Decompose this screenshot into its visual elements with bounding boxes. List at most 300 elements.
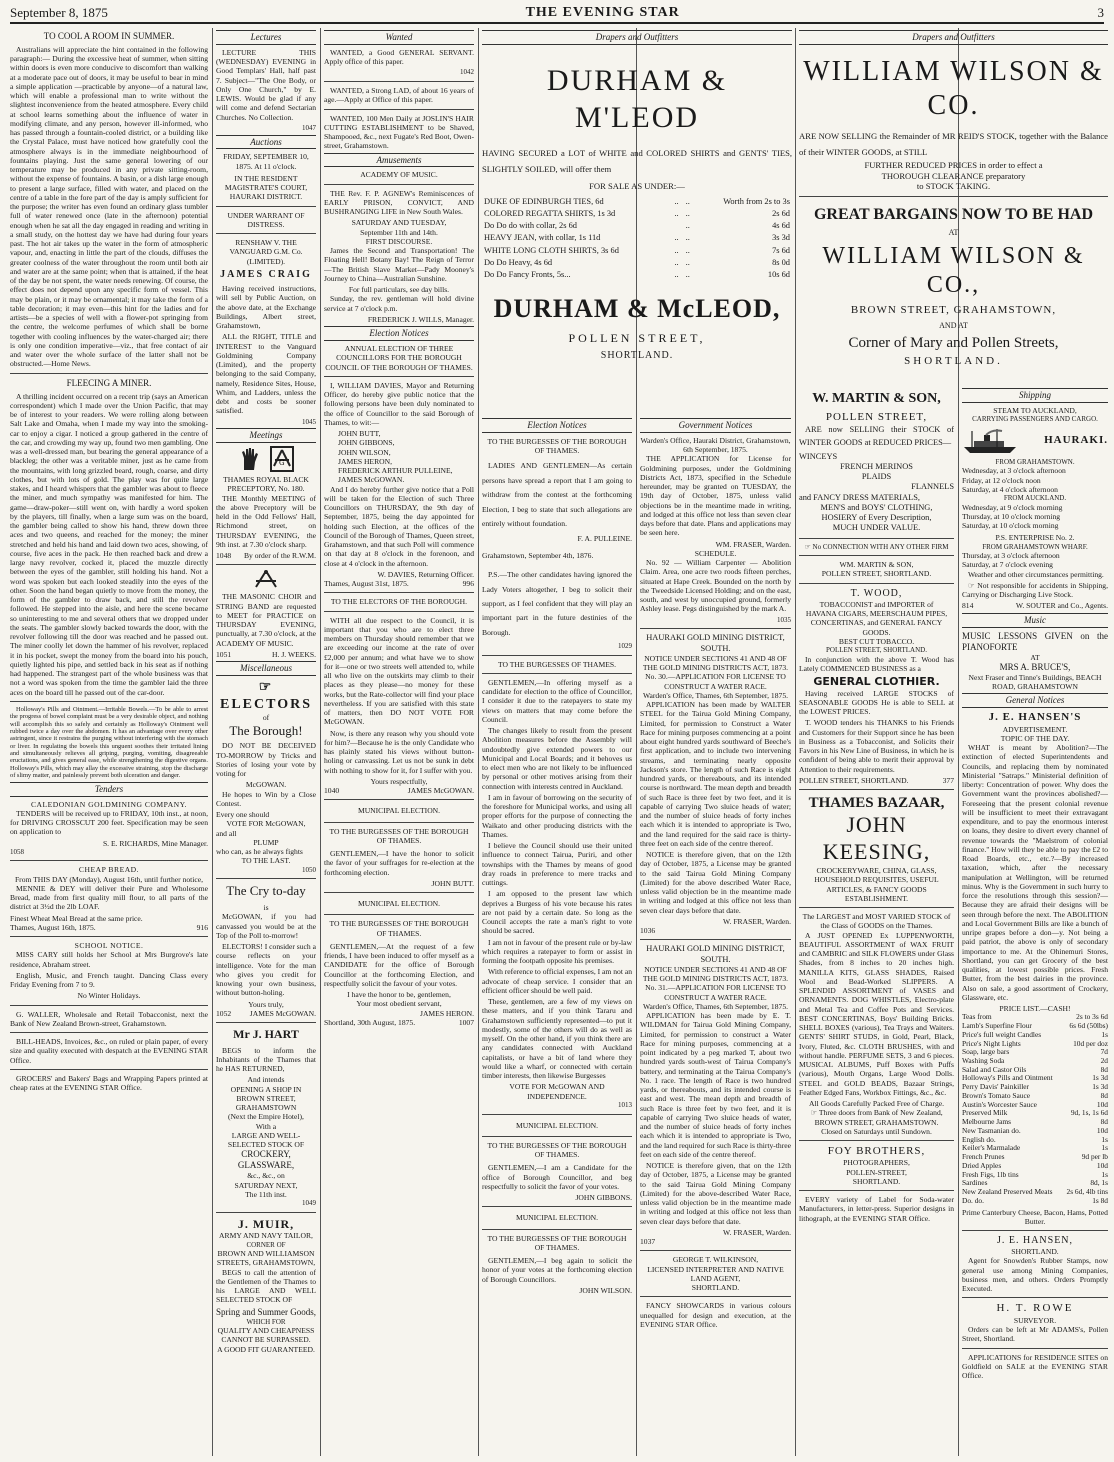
- ad-body: AT: [1030, 652, 1040, 662]
- ad-body: Spring and Summer Goods,: [216, 1306, 316, 1317]
- ad-body: Yours respectfully,: [370, 776, 428, 786]
- ad-signature: By order of the R.W.M.: [243, 551, 316, 561]
- ad-body: The 11th inst.: [245, 1189, 287, 1199]
- ad-date: Thames, August 16th, 1875.: [10, 922, 96, 932]
- ad-body: TO THE LAST.: [241, 856, 291, 866]
- section-heading: Shipping: [962, 388, 1108, 403]
- ad-headline: The Cry to-day: [226, 883, 306, 899]
- ad-body: BEGS to call the attention of the Gentlemen of the Thames to his LARGE AND WELL SELECTED STOCK OF: [216, 1267, 316, 1305]
- price-row: Soap, large bars 7d: [962, 1047, 1108, 1057]
- ad-title: CALEDONIAN GOLDMINING COMPANY.: [30, 799, 188, 809]
- ad-body: ☞ No CONNECTION WITH ANY OTHER FIRM: [804, 542, 949, 551]
- ad-body: P.S. ENTERPRISE No. 2.: [995, 533, 1075, 543]
- ad-body: Corner of Mary and Pollen Streets,: [848, 334, 1059, 351]
- candidate-list: [324, 429, 474, 485]
- ad-body: IN THE RESIDENT MAGISTRATE'S COURT, HAURAKI DISTRICT.: [224, 173, 308, 202]
- ad-body: FANCY SHOWCARDS in various colours unequalled for design and execution, at the EVENING STAR Office.: [640, 1301, 791, 1329]
- ad-body: GENTLEMEN,—I am a Candidate for the office of Borough Councillor, and beg respectfully to solicit the favor of your votes.: [482, 1163, 632, 1191]
- ad-headline: Mr J. HART: [233, 1027, 299, 1042]
- ad-signature: JOHN BUTT.: [431, 878, 474, 888]
- page-header: [10, 6, 1104, 24]
- ad-body: BEGS to inform the Inhabitants of the Thames that he HAS RETURNED,: [216, 1045, 316, 1074]
- ad-body: McGOWAN, if you had canvassed you would be at the Top of the Poll to-morrow!: [216, 912, 316, 940]
- ad-signature: W. DAVIES, Returning Officer.: [377, 569, 474, 579]
- column-rule: [478, 28, 479, 1456]
- ad-body: No. 92 — William Carpenter — Abolition Claim. Area, one acre two roods fifteen perches, situated at Hape Creek. Bounded on the north by the Tweedside Licensed Holding; and on the east, south, and west by unoccupied ground, formerly Ashley lease. Pegs distinguished by the mark A.: [640, 558, 791, 614]
- steamer-name: HAURAKI.: [1044, 434, 1108, 447]
- ad-body: Closed on Saturdays until Sundown.: [821, 1126, 932, 1136]
- ad-title: TO THE BURGESSES OF THE BOROUGH OF THAMES.: [487, 1140, 627, 1159]
- ad-body: SURVEYOR.: [1013, 1315, 1057, 1325]
- ad-body: VOTE FOR McGOWAN AND INDEPENDENCE.: [509, 1082, 605, 1101]
- ad-body: APPLICATION has been made by E. T. WILDMAN for Tairua Gold Mining Company, Limited, for permission to construct a Water Race for mining purposes, commencing at a point indicated by a peg marked T, about two hundred yards south-west of Tairua Company's battery, and terminating at the Tairua Company's No. 1 race. The length of Race is two hundred yards, or thereabouts, and its intended course is east and west. The mean depth and breadth of such Race is three feet by two feet, and it is capable of carrying Two sluice heads of water, and the number of sluice heads of forty inches each which it is intended to appropriate is Two, and the land required for such Race is thirty-three feet on each side of the centre thereof.: [640, 1011, 791, 1159]
- ad-headline: JOHN KEESING,: [822, 812, 931, 865]
- section-heading: Drapers and Outfitters: [799, 30, 1108, 45]
- ad-body: ADVERTISEMENT.: [1002, 724, 1068, 734]
- column-6: [799, 386, 954, 1456]
- ad-body: Every one should: [216, 810, 270, 820]
- ad-body: WITH all due respect to the Council, it is important that you who are to elect three members on Thursday should remember that we are exceeding our income at the rate of over £2,000 per annum; and what have we to show for it—one or two streets well attended to, while all who live on the outskirts may climb to their places as they please—no money for these works, but the Rate-collector will find your place nevertheless. If you are satisfied with this state of matters, then DO NOT VOTE FOR McGOWAN.: [324, 615, 474, 727]
- ad-body: POLLEN STREET,: [568, 331, 706, 346]
- ad-headline: WILLIAM WILSON & CO.,: [822, 242, 1085, 299]
- ad-signature: S. E. RICHARDS, Mine Manager.: [102, 838, 208, 848]
- article-title: FLEECING A MINER.: [66, 377, 152, 388]
- ad-body: NOTICE is therefore given, that on the 12th day of October, 1875, a License may be granted to the said Tairua Gold Mining Company (Limited) for the above described Water Race, unless valid objection be in the meantime made in writing and lodged at this office not less than seven clear days before that date.: [640, 850, 791, 915]
- table-row: DUKE OF EDINBURGH TIES, 6d .. .. Worth from 2s to 3s: [484, 196, 790, 206]
- price-row: Melbourne Jams 8d: [962, 1117, 1108, 1127]
- ad-body: SATURDAY AND TUESDAY,: [351, 218, 447, 228]
- william-wilson-ad: [799, 28, 1108, 383]
- ad-number: 1050: [302, 865, 316, 874]
- ad-body: to STOCK TAKING.: [916, 181, 991, 192]
- table-row: Do Do Heavy, 4s 6d .. .. 8s 0d: [484, 257, 790, 267]
- ad-title: ACADEMY OF MUSIC.: [360, 170, 438, 180]
- ad-body: POLLEN STREET, SHORTLAND.: [821, 569, 932, 579]
- price-row: New Zealand Preserved Meats 2s 6d, 4lb tins: [962, 1187, 1108, 1197]
- ad-title: SCHOOL NOTICE.: [74, 941, 144, 951]
- ad-body: He hopes to Win by a Close Contest.: [216, 789, 316, 808]
- ad-body: MUCH UNDER VALUE.: [832, 523, 921, 533]
- ad-headline: The Borough!: [229, 722, 303, 738]
- ad-body: Prime Canterbury Cheese, Bacon, Hams, Potted Butter.: [962, 1207, 1108, 1226]
- table-row: WHITE LONG CLOTH SHIRTS, 3s 6d .. .. 7s 6d: [484, 245, 790, 255]
- ad-number: 1037: [640, 1237, 656, 1246]
- ad-number: 814: [962, 601, 974, 611]
- price-row: French Prunes 9d per lb: [962, 1152, 1108, 1162]
- ad-number: 1052: [216, 1008, 232, 1018]
- section-heading: Government Notices: [640, 418, 791, 433]
- ad-body: From THIS DAY (Monday), August 16th, until further notice,: [14, 874, 204, 884]
- ad-body: GENTLEMEN,—At the request of a few friends, I have been induced to offer myself as a CANDIDATE for the office of Borough Councillor at the forthcoming Election, and respectfully solicit the favour of your votes.: [324, 941, 474, 988]
- ad-date: Grahamstown, September 4th, 1876.: [482, 550, 594, 560]
- ad-body: With reference to official expenses, I am not an advocate of cheap service. I consider that an efficient officer should be well paid.: [482, 967, 632, 995]
- ad-headline: FOY BROTHERS,: [827, 1145, 926, 1158]
- ad-number: 1013: [618, 1100, 632, 1109]
- ad-headline: DURHAM & M'LEOD: [546, 63, 728, 134]
- ad-body: With a: [255, 1121, 277, 1131]
- ad-title: GEORGE T. WILKINSON,: [672, 1255, 759, 1265]
- ad-body: Wednesday, at 9 o'clock morning Thursday, at 10 o'clock morning Saturday, at 10 o'clock morning: [962, 502, 1063, 531]
- table-row: HEAVY JEAN, with collar, 1s 11d .. .. 3s 3d: [484, 233, 790, 243]
- ad-title: NOTICE UNDER SECTIONS 41 AND 48 OF THE GOLD MINING DISTRICTS ACT, 1873.: [642, 653, 789, 672]
- ad-body: WINCEYS: [799, 451, 838, 461]
- ad-title: TO THE BURGESSES OF THE BOROUGH OF THAMES.: [329, 919, 469, 938]
- ad-number: 916: [196, 922, 208, 932]
- ad-body: UNDER WARRANT OF DISTRESS.: [227, 210, 305, 229]
- ad-body: QUALITY AND CHEAPNESS CANNOT BE SURPASSED.: [217, 1326, 315, 1345]
- ad-body: BROWN STREET, GRAHAMSTOWN,: [850, 304, 1057, 317]
- auctioneer-name: JAMES CRAIG: [220, 268, 312, 280]
- ad-body: FIRST DISCOURSE.: [365, 236, 433, 246]
- ad-body: GENTLEMEN,—I beg again to solicit the honor of your votes at the forthcoming election of Borough Councillors.: [482, 1256, 632, 1284]
- ad-number: 1035: [777, 615, 791, 624]
- ad-signature: W. FRASER, Warden.: [723, 916, 791, 926]
- ad-body: No Winter Holidays.: [77, 991, 141, 1001]
- ad-signature: FREDERICK J. WILLS, Manager.: [367, 314, 474, 324]
- price-row: Holloway's Pills and Ointment 1s 3d: [962, 1073, 1108, 1083]
- section-heading: Wanted: [324, 30, 474, 45]
- ad-body: POLLEN STREET,: [825, 411, 928, 424]
- table-row: COLORED REGATTA SHIRTS, 1s 3d .. .. 2s 6d: [484, 208, 790, 218]
- ad-title: MUNICIPAL ELECTION.: [357, 899, 441, 909]
- ad-body: Your most obedient servant,: [356, 999, 442, 1009]
- ad-title: ANNUAL ELECTION OF THREE COUNCILLORS FOR THE BOROUGH COUNCIL OF THE BOROUGH OF THAMES.: [325, 344, 473, 372]
- ad-body: I, WILLIAM DAVIES, Mayor and Returning Officer, do hereby give public notice that the following persons have been duly nominated to the office of Councillor to the said Borough of Thames, to wit:—: [324, 380, 474, 427]
- section-heading: Election Notices: [482, 418, 632, 433]
- ad-date: Thames, August 31st, 1875.: [324, 579, 409, 589]
- ad-title: NOTICE UNDER SECTIONS 41 AND 48 OF THE GOLD MINING DISTRICTS ACT, 1873.: [642, 964, 789, 983]
- ad-body: PHOTOGRAPHERS,: [843, 1158, 910, 1168]
- ad-body: POLLEN-STREET,: [846, 1167, 907, 1177]
- ad-signature: W. SOUTER and Co., Agents.: [1015, 601, 1108, 611]
- ad-body: MUSIC LESSONS GIVEN on the PIANOFORTE: [962, 630, 1108, 652]
- ad-body: AND AT: [939, 320, 968, 330]
- holloway-notice: Holloway's Pills and Ointment.—Irritable Bowels.—To be able to arrest the progress of bowel complaint must be a very desirable object, and nothing will accomplish this so safely and certainly as Holloway's Ointment well rubbed twice a day over the abdomen. It has an advantage over every other astringent, since it restrains the purging without interfering with the stomach or liver. In regulating the bowels this unguent soothes their irritated lining and simultaneously relieves all griping, purging, vomiting, disagreeable eructations, and gives general ease, while strengthening the digestive organs. Holloway's Pills, which may allay the excessive straining, stop the discharge of slimy matter, and painlessly prevent both ulceration and danger.: [10, 705, 208, 780]
- ad-body: P.S.—The other candidates having ignored the Lady Voters altogether, I beg to solicit their support, as I feel confident that they will play an important part in the future destinies of the Borough.: [482, 570, 632, 637]
- masthead: THE EVENING STAR: [525, 5, 680, 20]
- ad-signature: JOHN WILSON.: [579, 1285, 632, 1295]
- ad-body: MEN'S and BOYS' CLOTHING,: [820, 502, 933, 512]
- ad-body: THE Monthly MEETING of the above Preceptory will be held in the Odd Fellows' Hall, Richmond street, on THURSDAY EVENING, the 9th inst. at 7.30 o'clock sharp.: [216, 493, 316, 549]
- section-heading: Auctions: [216, 135, 316, 150]
- article-body: A thrilling incident occurred on a recent trip (says an American correspondent) which I made over the Union Pacific, that may be of interest to your readers. We were rolling along between Salt Lake and Omaha, when I made my way into the smoking-car to enjoy a cigar. I noticed a group gathered in the centre of the car, and crowding my way up, found two men gambling. One was a well-dressed man, but bearing the general appearance of a blackleg; the other was a veritable miner, just as he came from the mountains, with long grizzled beard, rough, coarse, and dirty clothes, but with lots of gold. The play was for quite large stakes, and I heard whispers that the gambler was about to fleece the miner, and much sympathy was manifested for him. The game—draw-poker—still went on, with hardly a word spoken by the players, till finally, when a large sum was on the board, the gambler being called to show his hand, threw down three aces and two queens, and reached for the money; the miner stretched and held his hand and laid down two aces, showing, of course, five aces in the pack. He then reached back and drew a large navy revolver, cocked it, placed the muzzle directly between the eyes of the gambler, still holding his hand. Not a word was spoken but each looked steadily into the eyes of the other. Soon the hand began quietly to move from the money, the form of the gambler to draw back, and still the revolver followed. He stepped into the aisle, and here the scene became so uninteresting to me and several others that we dropped under the seats. The gambler slowly backed towards the door, with the revolver following till the door was reached and he passed out. The miner coolly let down the hammer of his revolver, replaced it in his pocket, swept the money from the board into his pouch, quietly lighted his pipe, and settled back in his seat as if nothing had happened. The strangest part of the whole business was that not a word was spoken from the time the gambler laid the three aces on the board till he passed out of the car-door.: [10, 391, 208, 697]
- price-row: Sardines 8d, 1s: [962, 1178, 1108, 1188]
- ad-body: HAVANA CIGARS, MEERSCHAUM PIPES, CONCERTINAS, and GENERAL FANCY GOODS.: [805, 609, 948, 637]
- ad-title: TO THE BURGESSES OF THAMES.: [498, 659, 616, 669]
- ad-body: THOROUGH CLEARANCE preparatory: [881, 170, 1026, 181]
- article-title: TO COOL A ROOM IN SUMMER.: [43, 31, 175, 41]
- page-number: 3: [1097, 5, 1104, 20]
- ad-body: Warden's Office, Thames, 6th September, 1875.: [642, 1001, 789, 1011]
- ad-body: MENNIE & DEY will deliver their Pure and Wholesome Bread, made from first quality mill flour, to all parts of the district at 3½d the 2lb LOAF.: [10, 883, 208, 912]
- ad-body: FLANNELS: [911, 482, 954, 492]
- ad-body: POLLEN STREET, SHORTLAND.: [799, 775, 909, 785]
- article-body: Australians will appreciate the hint contained in the following paragraph:— During the excessive heat of summer, when sitting within doors is even more conducive to discomfort than walking at a moderate pace out of doors, it may be useful to bear in mind a simple application —practicable by anyone—of a natural law, which will enable a professional man to write without the slightest inconvenience from the heated atmosphere. Every child at school learns something about the influence of water in modifying climate, and any person, however ill-informed, who has passed through a fountain-cooled district, or a building like the Crystal Palace, must have noticed how gratefully cool the atmosphere always is in the immediate neighbourhood of fountains playing. Just the same general lowering of our temperature may be produced in any private sitting-room, without the expense of fountains. A basin, or a dish large enough to present a large surface, filled with water, and placed on the centre of a table in the fore part of the day is amply sufficient for the purpose; the writer has even found an ordinary glass tumbler full of water renewed once (late in the afternoon) potential enough when he sat all the day engaged in reading and writing in a small study, on the hottest day we have had during four years past. The hot air takes up the water in the form of atmospheric vapour, and, enacting in little the part of the clouds, diffuses the greater coolness of the water throughout the room until both air and water are at the same point; when that is attained, if the heat of the day be not spent, the water needs renewing. Of course, the effect does not depend upon any specific form of vessel. This may be plain, or it may be ornamental; it may take the form of a table decoration; it may even—this hint for the ladies and for artists—be a species of well with a flower-pot springing from the centre, the welcome perfumes of which shall be borne together with cooling influences by the water-charged air; there is only one condition imperative—viz., that free contact of air and water over the whole surface of the latter shall not be obstructed.—Home News.: [10, 44, 208, 369]
- price-row: Do. do. 1s 8d: [962, 1195, 1108, 1205]
- ad-number: 1058: [10, 847, 24, 856]
- ad-body: and all: [216, 828, 237, 838]
- ad-body: McGOWAN.: [245, 780, 287, 790]
- ad-body: SHORTLAND.: [691, 1283, 740, 1292]
- column-7: [962, 386, 1108, 1456]
- ad-body: A JUST OPENED Ex LUPPENWORTH, BEAUTIFUL ASSORTMENT of WAX FRUIT and CAMBRIC and SILK FLOWERS under Glass Shades, from 8 inches to 20 inches high. MANILLA KITS, GLASS SHADES, Raised Wool and Bead-Worked SLIPPERS. A SPLENDID ASSORTMENT of VASES and ORNAMENTS. DOG WHISTLES, Electro-plate and Metal Tea and Coffee Pots and Services. BEST CONCERTINAS, Boys' Building Bricks. SHELL BOXES (various), Tea Trays and Waiters. GENTS' SHIRT STUDS, in Gold, Pearl, Black, Ivory, Fluted, &c. CLOTH BRUSHES, with and without handle. PERFUME SETS, 3 and 6 pieces. MUSICAL ALBUMS, Puff Boxes with Puffs (various), Mouth Organs, Large Wood Dolls. STEEL and GOLD BEADS, Bazaar Strings, Feather Edged Fans, Workbox Fittings, &c., &c.: [799, 930, 954, 1097]
- ad-body: ELECTORS! I consider such a course reflects on your intelligence. Vote for the man who gives you credit for knowing your own business, without button-holing.: [216, 942, 316, 998]
- ad-body: BILL-HEADS, Invoices, &c., on ruled or plain paper, of every size and quality executed with despatch at the EVENING STAR Office.: [10, 1037, 208, 1065]
- ad-body: CROCKERY, GLASSWARE,: [237, 1149, 295, 1171]
- ad-body: The changes likely to result from the present Abolition measures before the Assembly will undoubtedly give extended powers to our Municipal and Local Boards; and it behoves us to elect men who are not likely to be influenced by personal or other motives arising from their connection with interests centred in Auckland.: [482, 726, 632, 791]
- ad-signature: WM. FRASER, Warden.: [715, 539, 791, 549]
- ad-headline: GENERAL CLOTHIER.: [813, 675, 940, 689]
- ad-body: Yours truly,: [248, 999, 284, 1009]
- ad-body: Warden's Office, Hauraki District, Grahamstown, 6th September, 1875.: [640, 435, 791, 455]
- ad-body: ALL the RIGHT, TITLE and INTEREST to the Vanguard Goldmining Company (Limited), and the property belonging to the said Company, namely, Residence Sites, House, Whim, and Ladders, unless the debt and costs be sooner satisfied.: [216, 332, 316, 416]
- ad-number: 1051: [216, 649, 232, 659]
- ad-signature: F. A. PULLEINE.: [577, 533, 632, 543]
- column-rule: [212, 28, 213, 1456]
- ad-body: LICENSED INTERPRETER AND NATIVE LAND AGENT,: [647, 1264, 784, 1283]
- section-heading: Miscellaneous: [216, 661, 316, 676]
- ad-body: Having received LARGE STOCKS of SEASONABLE GOODS He is able to SELL at the LOWEST PRICES.: [799, 688, 954, 717]
- ad-headline: W. MARTIN & SON,: [812, 391, 941, 406]
- square-compass-icon: [252, 569, 280, 589]
- ad-body: Warden's Office, Thames, 6th September, 1875.: [642, 690, 789, 700]
- ad-number: 1040: [324, 786, 340, 796]
- column-rule: [320, 28, 321, 1456]
- issue-date: September 8, 1875: [10, 5, 108, 20]
- ad-body: I am opposed to the present law which deprives a Burgess of his vote because his rates are not paid by a certain date. So long as the Council accepts the rate a man's right to vote should be sacred.: [482, 889, 632, 936]
- ad-body: ARE now SELLING their STOCK of WINTER GOODS at REDUCED PRICES—: [799, 425, 954, 448]
- ad-body: ARMY AND NAVY TAILOR,: [219, 1231, 313, 1241]
- ad-body: TENDERS will be received up to FRIDAY, 10th inst., at noon, for DRIVING CROSSCUT 200 feet. Specification may be seen on application to: [10, 808, 208, 837]
- ad-body: Thursday, at 3 o'clock afternoon Saturday, at 7 o'clock evening: [962, 551, 1060, 570]
- ad-body: CORNER OF: [246, 1240, 286, 1249]
- ad-body: PLUMP: [253, 837, 279, 847]
- ad-body: FROM AUCKLAND.: [1003, 494, 1067, 503]
- candidate: JOHN WILSON,: [338, 447, 391, 457]
- steamer-row: [962, 427, 1108, 455]
- ad-body: SHORTLAND.: [1011, 1247, 1059, 1257]
- ad-body: WANTED, a Strong LAD, of about 16 years of age.—Apply at Office of this paper.: [324, 86, 474, 105]
- ad-body: And I do hereby further give notice that a Poll will be taken for the Election of such Three Councillors on THURSDAY, the 9th day of September, 1875, being the day appointed for holding such Election, at the offices of the Council of the Borough of Thames, Queen street, Grahamstown, and that such Poll will commence on that day at 8 o'clock in the forenoon, and close at 4 o'clock in the afternoon.: [324, 484, 474, 568]
- price-row: Perry Davis' Painkiller 1s 3d: [962, 1082, 1108, 1092]
- section-heading: Lectures: [216, 30, 316, 45]
- ad-number: 377: [942, 775, 954, 785]
- ad-body: I am in favour of borrowing on the security of the foreshore for Municipal works, and using all proper efforts for the purpose of connecting the Waikato and other producing districts with the Thames.: [482, 792, 632, 839]
- ad-body: BROWN STREET, GRAHAMSTOWN.: [814, 1117, 939, 1127]
- column-2: [216, 28, 316, 1456]
- ad-body: AT: [948, 228, 959, 238]
- price-row: Price's Night Lights 10d per doz: [962, 1038, 1108, 1048]
- ad-number: 1048: [216, 551, 232, 561]
- ad-title: STEAM TO AUCKLAND,: [993, 405, 1077, 415]
- ad-body: &c., &c., on: [247, 1171, 285, 1181]
- ad-body: Agent for Snowden's Rubber Stamps, now general use among Mining Companies, business men, and others. Orders Promptly Executed.: [962, 1256, 1108, 1294]
- ad-number: 996: [462, 579, 474, 589]
- column-4: [482, 416, 632, 1456]
- ad-body: G. WALLER, Wholesale and Retail Tobacconist, next the Bank of New Zealand Brown-street, Grahamstown.: [10, 1009, 208, 1028]
- ad-body: ARE NOW SELLING the Remainder of MR REID'S STOCK, together with the Balance of their WINTER GOODS, at STILL: [799, 131, 1108, 157]
- price-row: Dried Apples 10d: [962, 1160, 1108, 1170]
- ad-body: WANTED, 100 Men Daily at JOSLIN'S HAIR CUTTING ESTABLISHMENT to be Shaved, Shampooed, &c., next Fugate's Red Boot, Owen-street, Grahamstown.: [324, 113, 474, 151]
- ad-title: THAMES ROYAL BLACK PRECEPTORY, No. 180.: [223, 475, 309, 494]
- ad-number: 1036: [640, 926, 656, 935]
- ad-body: Wednesday, at 3 o'clock afternoon Friday, at 12 o'clock noon Saturday, at 4 o'clock afternoon: [962, 466, 1066, 494]
- column-3: [324, 28, 474, 1456]
- ad-number: 1042: [460, 68, 474, 77]
- ad-body: TOPIC OF THE DAY.: [1000, 733, 1070, 743]
- ad-number: 1047: [302, 123, 316, 132]
- ad-body: of: [262, 713, 270, 723]
- ad-body: THE APPLICATION for License for Goldmining purposes, under the Goldmining Districts Act, 1873, specified in the Schedule hereunder, may be granted on TUESDAY, the 19th day of October, 1875, unless valid objections be in the meantime made in writing, and lodged at this office not less than seven clear days before that date. Plans and applications may be seen here.: [640, 454, 791, 538]
- table-row: Do Do do with collar, 2s 6d .. 4s 6d: [484, 221, 790, 231]
- ad-body: LARGE AND WELL-SELECTED STOCK OF: [227, 1130, 305, 1150]
- ad-date: Shortland, 30th August, 1875.: [324, 1017, 416, 1027]
- ad-body: SCHEDULE.: [694, 548, 737, 558]
- ad-body: VOTE FOR McGOWAN,: [226, 819, 306, 829]
- ad-body: English, Music, and French taught. Dancing Class every Friday Evening from 7 to 9.: [10, 970, 208, 990]
- ad-body: And intends: [247, 1075, 285, 1085]
- ad-title: MUNICIPAL ELECTION.: [515, 1120, 599, 1130]
- ad-signature: JAMES HERON.: [419, 1008, 474, 1018]
- price-row: Washing Soda 2d: [962, 1056, 1108, 1066]
- ad-headline: WILLIAM WILSON & CO.: [803, 55, 1104, 122]
- candidate: JOHN BUTT,: [338, 429, 381, 439]
- ad-body: RENSHAW V. THE VANGUARD G.M. Co. (LIMITED).: [229, 238, 303, 266]
- ad-body: FROM GRAHAMSTOWN WHARF.: [982, 542, 1088, 551]
- ad-signature: H. J. WEEKS.: [272, 649, 316, 659]
- ad-body: PLAIDS: [861, 472, 892, 482]
- ad-headline: THAMES BAZAAR,: [808, 795, 945, 812]
- ad-body: FRIDAY, SEPTEMBER 10, 1875. At 11 o'clock.: [223, 152, 309, 171]
- candidate: JAMES HERON,: [338, 456, 393, 466]
- ad-body: DO NOT BE DECEIVED TO-MORROW by Tricks and Stories of losing your vote by voting for: [216, 741, 316, 779]
- section-heading: Amusements: [324, 153, 474, 168]
- table-row: Do Do Fancy Fronts, 5s... .. .. 10s 6d: [484, 270, 790, 280]
- ad-body: LADIES AND GENTLEMEN—As certain persons have spread a report that I am going to withdraw from the contest at the forthcoming Election, I beg to state that such allegations are entirely without foundation.: [482, 461, 632, 529]
- ad-body: SHORTLAND.: [852, 1176, 901, 1186]
- ad-body: Next Fraser and Tinne's Buildings, BEACH ROAD, GRAHAMSTOWN: [968, 672, 1102, 691]
- ad-body: SATURDAY NEXT,: [234, 1180, 298, 1190]
- steamship-icon: [962, 427, 1018, 455]
- ad-body: WHICH FOR: [246, 1317, 286, 1326]
- ad-body: APPLICATIONS for RESIDENCE SITES on Goldfield on SALE at the EVENING STAR Office.: [962, 1352, 1108, 1381]
- ad-headline: J. MUIR,: [237, 1216, 295, 1231]
- ad-body: FOR SALE AS UNDER:—: [589, 181, 685, 192]
- ad-headline: ☞ ELECTORS: [220, 680, 312, 713]
- candidate: JAMES McGOWAN.: [338, 475, 405, 485]
- ad-body: Sunday, the rev. gentleman will hold divine service at 7 o'clock p.m.: [324, 294, 474, 313]
- ad-body: ☞ Three doors from Bank of New Zealand,: [810, 1108, 943, 1118]
- svg-text:G: G: [279, 459, 285, 468]
- ad-headline: DURHAM & McLEOD,: [493, 294, 781, 324]
- price-row: Lamb's Superfine Flour 6s 6d (50lbs): [962, 1021, 1108, 1031]
- ad-body: I have the honor to be, gentlemen,: [347, 990, 451, 1000]
- section-heading: Drapers and Outfitters: [482, 30, 792, 45]
- price-row: English do. 1s: [962, 1134, 1108, 1144]
- ad-body: LECTURE THIS (WEDNESDAY) EVENING in Good Templars' Hall, half past 7. Subject—"The One Body, or Only One Church," by E. LEWIS. Would be glad if any will come and defend Sectarian Churches. No Collection.: [216, 47, 316, 122]
- ad-signature: JAMES McGOWAN.: [249, 1008, 316, 1018]
- ad-title: MUNICIPAL ELECTION.: [515, 1213, 599, 1223]
- section-heading: Meetings: [216, 428, 316, 443]
- column-rule: [795, 28, 796, 1456]
- ad-title: HAURAKI GOLD MINING DISTRICT, SOUTH.: [646, 633, 785, 653]
- price-row: Fresh Figs, 1lb tins 1s: [962, 1169, 1108, 1179]
- ad-body: SHORTLAND.: [904, 354, 1003, 367]
- ad-body: WHAT is meant by Abolition?—The extinction of elected Superintendents and Councils, and replacing them by nominated Ministerial "Satraps." Ministerial definition of liberty: Concentration of power. Why does the Government want the provinces abolished?—Foreseeing that the present colonial revenue will be insufficient to meet their extravagant expenditure, and to pay the enormous interest on loans, they desire to divert every channel of revenue towards the "Maelstrom of colonial finance." How will they be able to pay the £2 to Road Boards, etc., etc.?—By increased taxation, which, after the necessary manipulation at Wellington, will be returned minus. Why is the Government in such hurry to force the resolutions through this session?—Because they are afraid their designs will be seen through before the next. The ABOLITION and Local Government Bills are like a bunch of unripe grapes before a don—y. Not being a paid patriot, the above is only of secondary importance to me. At the Ohinemuri Stores, Shortland, you can get Grocery of the best qualities, at lowest possible prices. Fresh Butter, from the best dairies in the province. Also on sale, a good assortment of Crockery, Glassware, etc.: [962, 743, 1108, 1002]
- price-row: New Tasmanian do. 10d: [962, 1125, 1108, 1135]
- ad-headline: J. E. HANSEN'S: [988, 711, 1082, 724]
- ad-body: HAVING SECURED a LOT of WHITE and COLORED SHIRTS and GENTS' TIES, SLIGHTLY SOILED, will offer them: [482, 148, 792, 174]
- ad-body: and FANCY DRESS MATERIALS,: [799, 492, 920, 502]
- ad-body: who can, as he always fights: [216, 847, 303, 857]
- ad-body: Now, is there any reason why you should vote for him?—Because he is the only Candidate who has plainly stated his views without button-holing or canvassing. Let us not be sunk in debt with nothing to show for it, for I suffer with you.: [324, 728, 474, 775]
- ad-body: T. WOOD tenders his THANKS to his Friends and Customers for their Support since he has been in Business as a Tobacconist, and Solicits their Favors in his New Line of Business, in which he is confident of being able to merit their approval by Attention to their requirements.: [799, 718, 954, 774]
- hand-emblem-icon: [238, 446, 262, 472]
- ad-body: Finest Wheat Meal Bread at the same price.: [10, 913, 143, 923]
- ad-body: (Next the Empire Hotel),: [228, 1112, 304, 1122]
- ad-title: CHEAP BREAD.: [78, 865, 140, 875]
- ad-body: BEST CUT TOBACCO.: [838, 636, 915, 646]
- ad-body: GROCERS' and Bakers' Bags and Wrapping Papers printed at cheap rates at the EVENING STAR Office.: [10, 1073, 208, 1093]
- price-row: Keiler's Marmalade 1s: [962, 1143, 1108, 1153]
- ad-headline: H. T. ROWE: [996, 1302, 1074, 1315]
- ad-body: James the Second and Transportation! The Floating Hell! Botany Bay! The Reign of Terror—The British Slave Market—Pady Mooney's Journey to China—Australian Sunshine.: [324, 246, 474, 283]
- candidate: FREDERICK ARTHUR PULLEINE,: [338, 466, 453, 476]
- ad-body: THE Rev. F. P. AGNEW's Reminiscences of EARLY PRISON, CONVICT, AND BUSHRANGING LIFE in New South Wales.: [324, 188, 474, 217]
- ad-body: EVERY variety of Label for Soda-water Manufacturers, in letter-press. Superior designs in lithograph, at the EVENING STAR Office.: [799, 1195, 954, 1223]
- ad-headline: GREAT BARGAINS NOW TO BE HAD: [813, 205, 1094, 223]
- section-heading: General Notices: [962, 693, 1108, 708]
- ad-signature: W. FRASER, Warden.: [723, 1227, 791, 1237]
- ad-body: September 11th and 14th.: [360, 227, 438, 237]
- price-row: Salad and Castor Oils 8d: [962, 1064, 1108, 1074]
- ad-body: I believe the Council should use their united influence to connect Tairua, Puriri, and other townships with the Thames by means of good dray roads in preference to mere tracks and cuttings.: [482, 841, 632, 888]
- column-1: [10, 28, 208, 1456]
- ad-body: All Goods Carefully Packed Free of Charge.: [808, 1099, 945, 1109]
- section-heading: Music: [962, 613, 1108, 628]
- ad-body: APPLICATION has been made by WALTER STEEL for the Tairua Gold Mining Company, Limited, for permission to Construct a Water Race for mining purposes commencing at a point about eight hundred yards southward of Beeche's first application, and to include two intervening streams, and terminating nearly opposite Jackson's store. The length of such Race is eight hundred yards, or thereabouts, and its intended course is northward. The mean depth and breadth of such Race is three feet by two feet, and it is capable of carrying Two sluice heads of water; and the number of sluice heads of forty inches each which it is intended to appropriate is Two, and the land required for the said race is thirty-three feet on each side of the centre thereof.: [640, 700, 791, 848]
- ad-title: TO THE BURGESSES OF THE BOROUGH OF THAMES.: [487, 436, 627, 456]
- ad-title: MUNICIPAL ELECTION.: [357, 806, 441, 816]
- lodge-emblems: [216, 446, 316, 472]
- ad-body: HOSIERY of Every Description,: [821, 513, 932, 523]
- ad-body: MRS A. BRUCE'S,: [999, 661, 1071, 672]
- ad-body: Orders can be left at Mr ADAMS's, Pollen Street, Shortland.: [962, 1325, 1108, 1344]
- price-row: Price's full weight Candles 1s: [962, 1029, 1108, 1039]
- column-5: [640, 416, 791, 1456]
- ad-body: GENTLEMEN,—I have the honor to solicit the favor of your suffrages for re-election at the forthcoming election.: [324, 849, 474, 877]
- ad-body: is: [263, 903, 269, 913]
- ad-body: WM. MARTIN & SON,: [839, 560, 914, 570]
- ad-body: Weather and other circumstances permitting.: [968, 569, 1104, 579]
- ad-body: NOTICE is therefore given, that on the 12th day of October, 1875, a License may be granted to the said Tairua Gold Mining Company (Limited) for the above-described Water Race, unless valid objection be in the meantime made in writing and lodged at this office not less than seven clear days before that date.: [640, 1161, 791, 1226]
- ad-body: GENTLEMEN,—In offering myself as a candidate for election to the office of Councillor, I consider it due to the ratepayers to state my views on matters that may come before the Council.: [482, 677, 632, 724]
- ad-signature: JOHN GIBBONS.: [575, 1193, 632, 1202]
- ad-body: POLLEN STREET, SHORTLAND.: [826, 646, 927, 655]
- price-table: [482, 196, 792, 282]
- ad-number: 1045: [302, 417, 316, 426]
- ad-body: These, gentlemen, are a few of my views on these matters, and if you think Tararu and Grahamstown sufficiently represented—to put it modestly, some of the others will do as well as myself. On the other hand, if you think there are any candidates connected with Auckland capitalists, or have a bit of land where they would like a wharf, or connected with certain timber interests, then likewise Burgesses: [482, 997, 632, 1081]
- ad-number: 1029: [618, 642, 632, 651]
- candidate: JOHN GIBBONS,: [338, 438, 395, 448]
- ad-body: OPENING A SHOP IN BROWN STREET, GRAHAMSTOWN: [230, 1084, 302, 1113]
- lodge-emblems: [216, 569, 316, 589]
- ad-body: ☞ Not responsible for accidents in Shipping, Carrying or Discharging Live Stock.: [962, 580, 1108, 600]
- masonic-emblem-icon: [270, 446, 294, 472]
- ad-body: SHORTLAND.: [600, 349, 674, 361]
- ad-title: HAURAKI GOLD MINING DISTRICT, SOUTH.: [646, 944, 785, 964]
- price-row: Austin's Worcester Sauce 10d: [962, 1099, 1108, 1109]
